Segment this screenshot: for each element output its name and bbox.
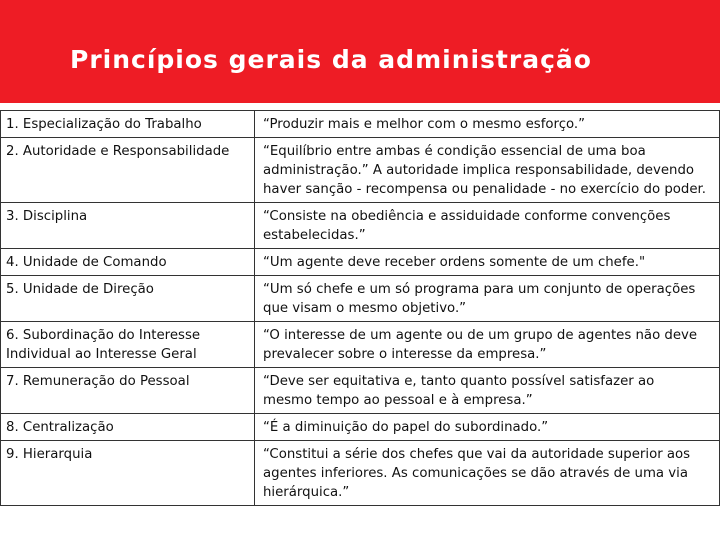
description-cell: “Equilíbrio entre ambas é condição essencial de uma boa administração.” A autoridade implica responsabilidade, devendo haver sanção - recompensa ou penalidade - no exercício do poder.: [255, 138, 720, 203]
description-cell: “Um só chefe e um só programa para um conjunto de operações que visam o mesmo objetivo.”: [255, 276, 720, 322]
description-cell: “Deve ser equitativa e, tanto quanto possível satisfazer ao mesmo tempo ao pessoal e à empresa.”: [255, 368, 720, 414]
principle-cell: 4. Unidade de Comando: [1, 249, 255, 276]
principle-cell: 2. Autoridade e Responsabilidade: [1, 138, 255, 203]
description-cell: “Consiste na obediência e assiduidade conforme convenções estabelecidas.”: [255, 203, 720, 249]
table-row: [1, 276, 720, 322]
principle-cell: 3. Disciplina: [1, 203, 255, 249]
table-row: [1, 111, 720, 138]
table-row: [1, 368, 720, 414]
description-cell: “Constitui a série dos chefes que vai da autoridade superior aos agentes inferiores. As comunicações se dão através de uma via hierárquica.”: [255, 441, 720, 506]
principle-cell: 9. Hierarquia: [1, 441, 255, 506]
description-cell: “É a diminuição do papel do subordinado.”: [255, 414, 720, 441]
principle-cell: 7. Remuneração do Pessoal: [1, 368, 255, 414]
title-banner: [0, 0, 720, 103]
table-row: [1, 203, 720, 249]
table-row: [1, 414, 720, 441]
principle-cell: 5. Unidade de Direção: [1, 276, 255, 322]
table-row: [1, 441, 720, 506]
description-cell: “Produzir mais e melhor com o mesmo esforço.”: [255, 111, 720, 138]
principle-cell: 1. Especialização do Trabalho: [1, 111, 255, 138]
description-cell: “O interesse de um agente ou de um grupo de agentes não deve prevalecer sobre o interesse da empresa.”: [255, 322, 720, 368]
principles-table: [0, 110, 720, 506]
principle-cell: 6. Subordinação do Interesse Individual ao Interesse Geral: [1, 322, 255, 368]
table-row: [1, 249, 720, 276]
slide-title: Princípios gerais da administração: [70, 45, 592, 74]
principle-cell: 8. Centralização: [1, 414, 255, 441]
description-cell: “Um agente deve receber ordens somente de um chefe.": [255, 249, 720, 276]
table-row: [1, 138, 720, 203]
table-row: [1, 322, 720, 368]
